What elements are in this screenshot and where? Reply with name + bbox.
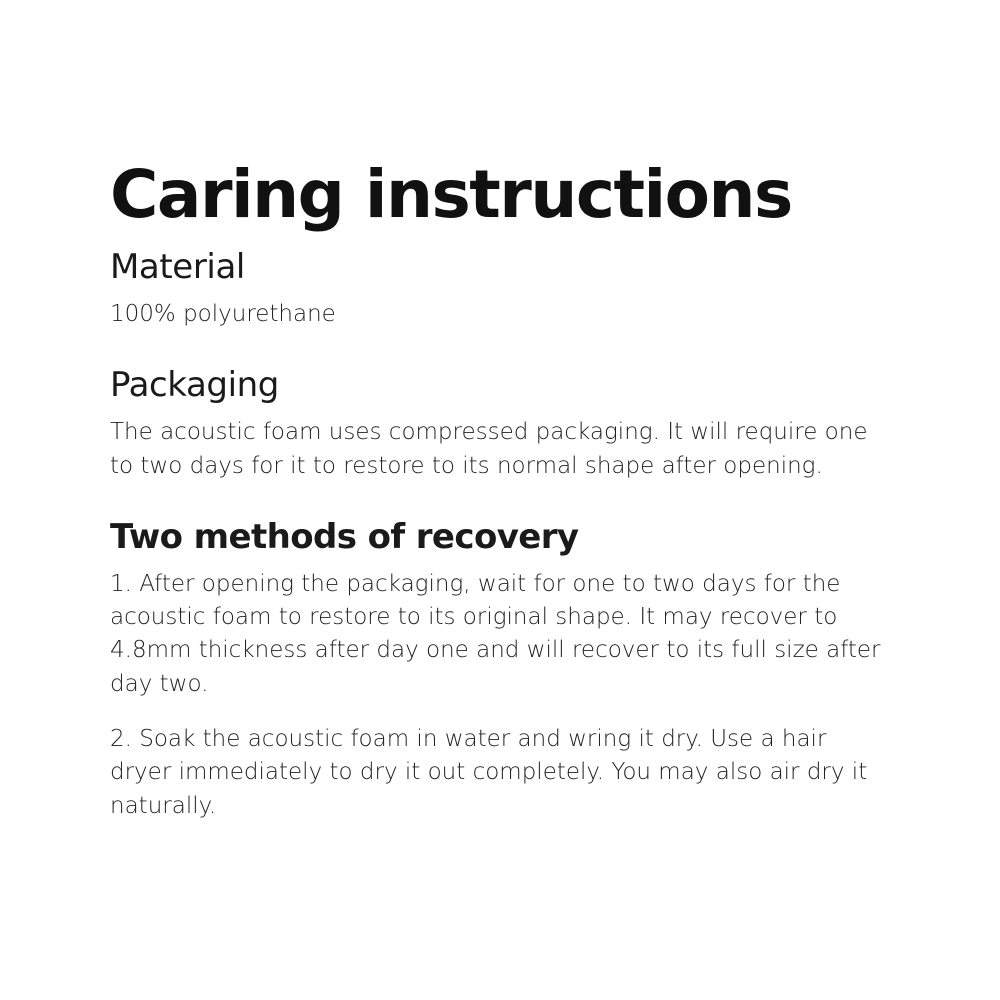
section-recovery-paragraph-2: 2. Soak the acoustic foam in water and wring it dry. Use a hair dryer immediately to dry it out completely. You may also air dry it naturally. (110, 726, 868, 819)
spacer-packaging-recovery (110, 483, 890, 517)
section-packaging (110, 365, 890, 482)
page-title: Caring instructions (110, 156, 792, 233)
section-material (110, 247, 890, 331)
section-packaging-paragraph-1: The acoustic foam uses compressed packaging. It will require one to two days for it to restore to its normal shape after opening. (110, 419, 868, 479)
section-material-paragraph-1: 100% polyurethane (110, 301, 336, 328)
section-recovery (110, 517, 890, 823)
section-heading-packaging: Packaging (110, 365, 279, 406)
section-heading-material: Material (110, 247, 245, 288)
section-heading-recovery: Two methods of recovery (110, 516, 579, 557)
section-recovery-paragraph-1: 1. After opening the packaging, wait for one to two days for the acoustic foam to restore to its original shape. It may recover to 4.8mm thickness after day one and will recover to its full size after day two. (110, 570, 881, 697)
spacer-material-packaging (110, 331, 890, 365)
